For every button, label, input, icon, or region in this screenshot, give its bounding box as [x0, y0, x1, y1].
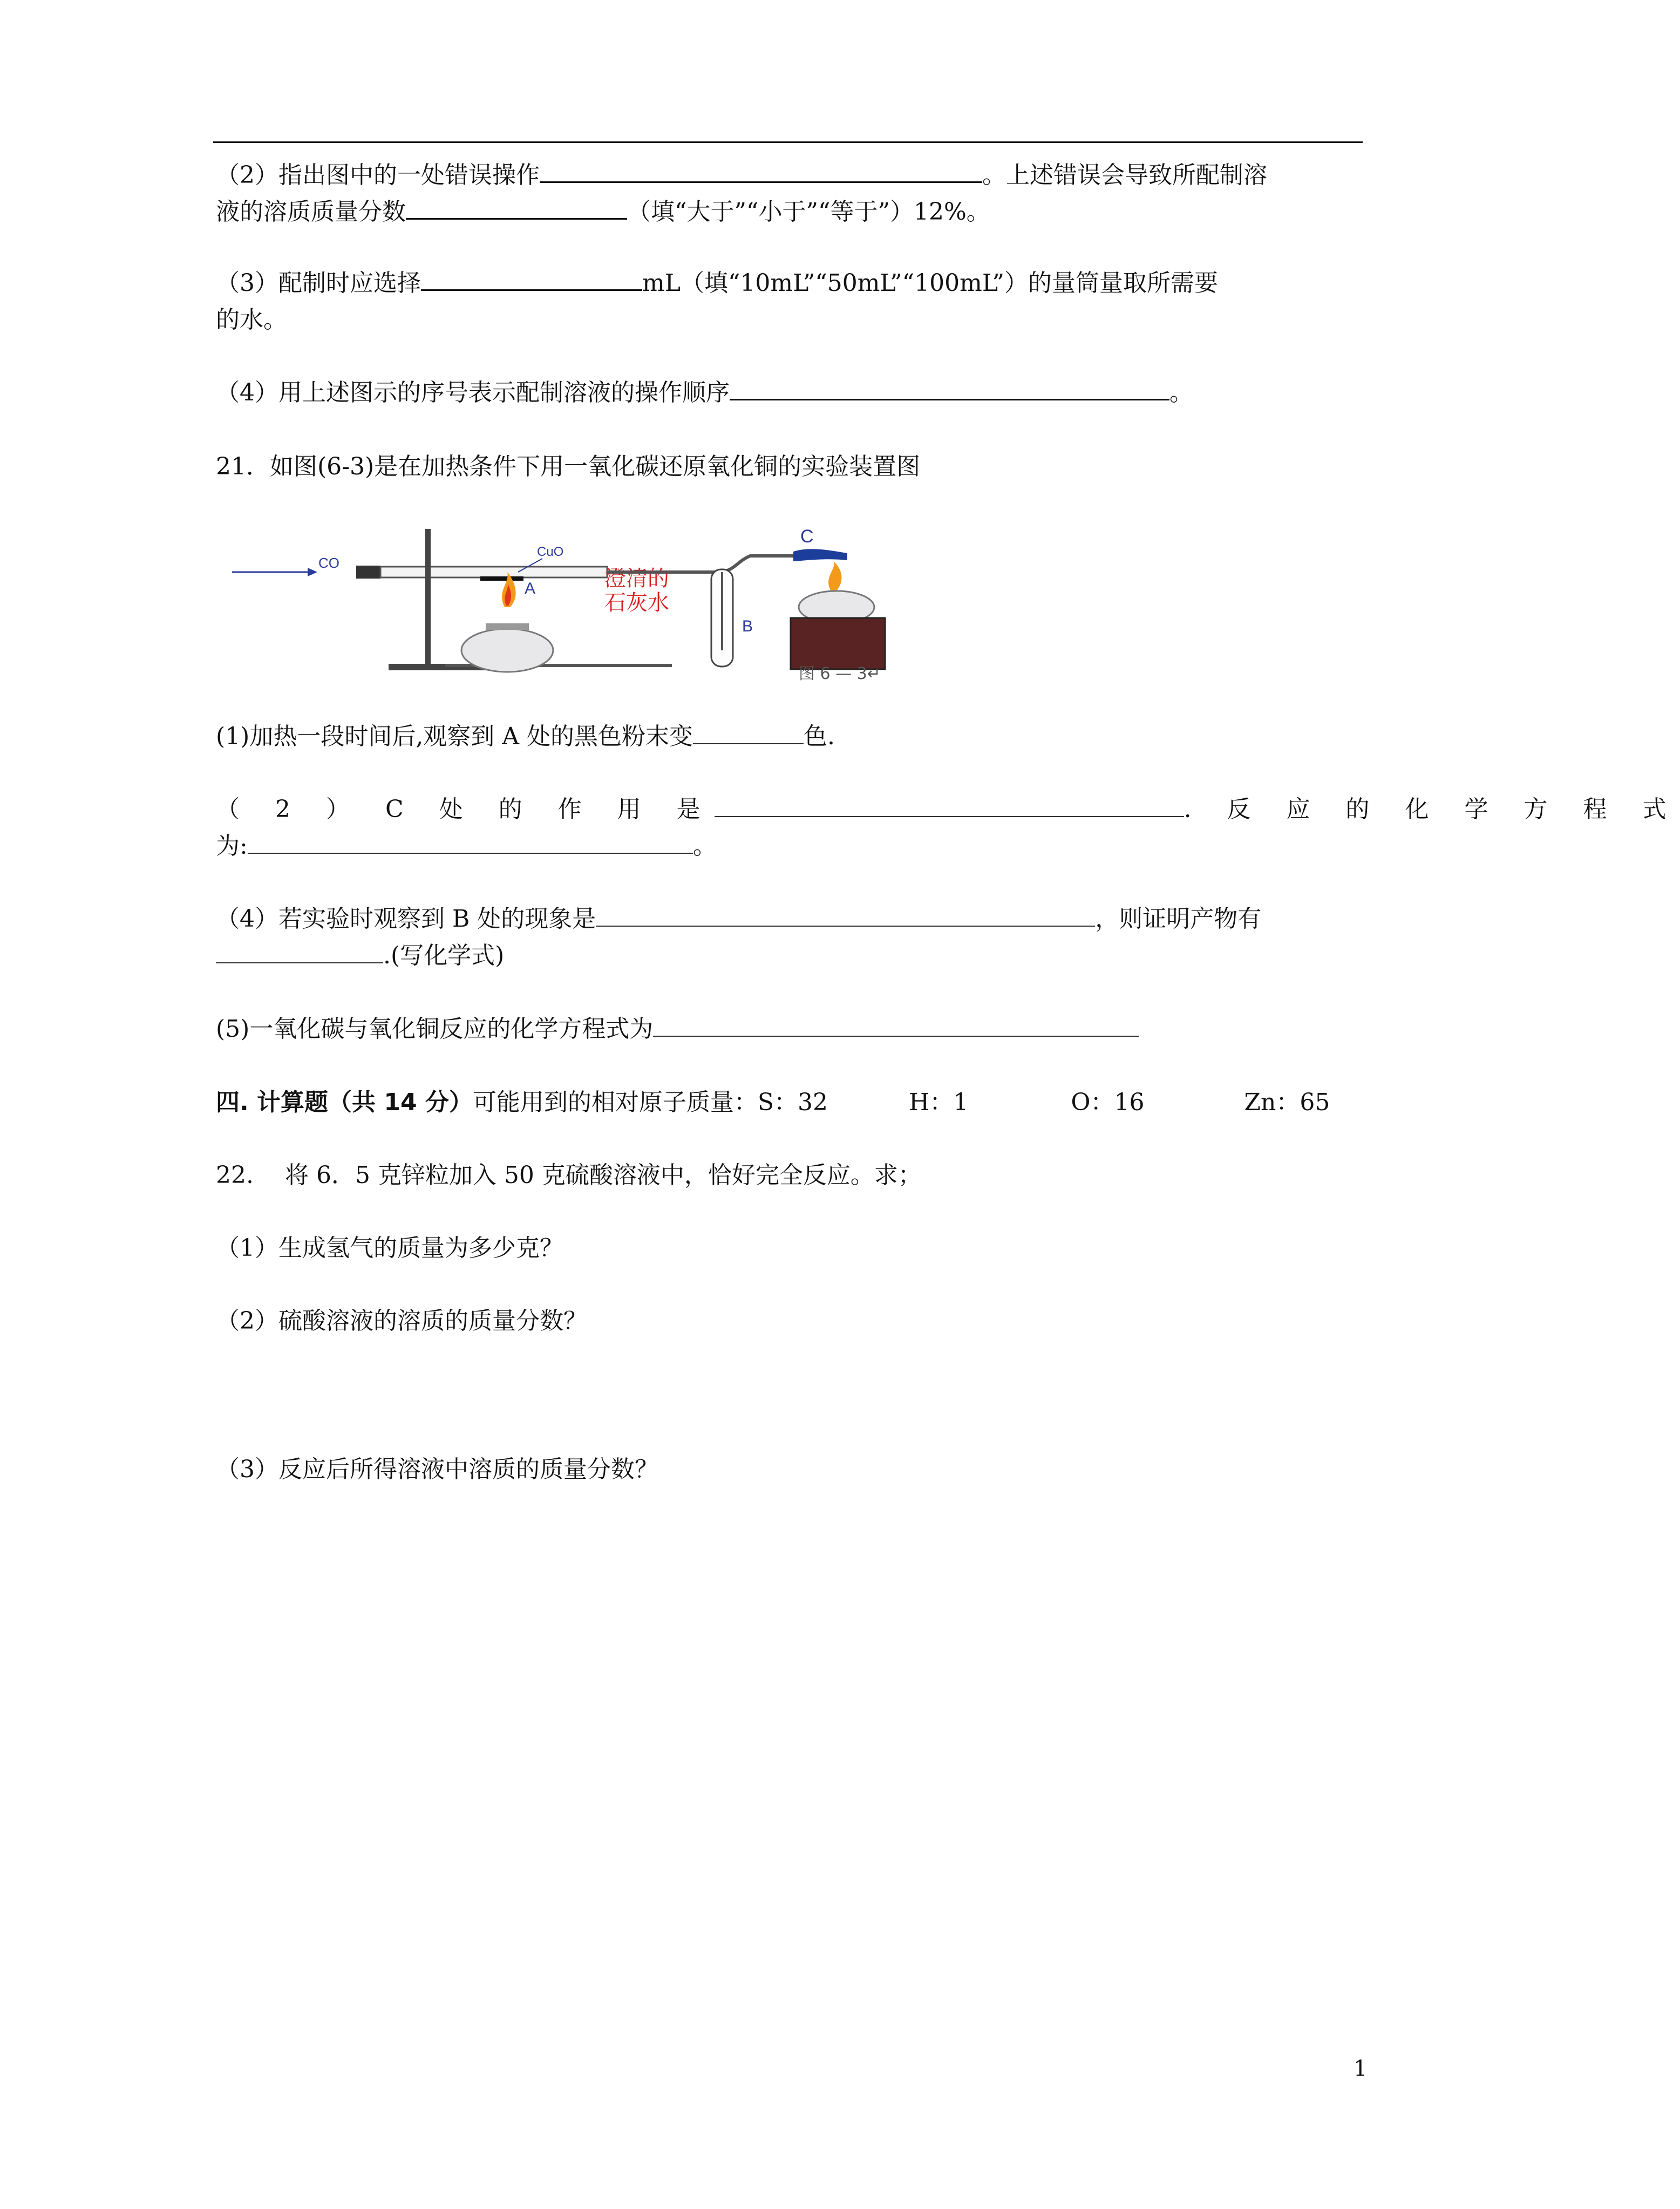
q21-sub2-prompt: （ 2 ） C 处 的 作 用 是 — [216, 796, 715, 823]
alcohol-lamp-a — [461, 629, 553, 672]
atomic-mass-zn: Zn：65 — [1244, 1089, 1330, 1116]
q21-sub2-line2 — [216, 827, 717, 865]
q22-sub1 — [216, 1229, 563, 1267]
q22-sub2 — [216, 1302, 587, 1340]
q22-sub3-text: （3）反应后所得溶液中溶质的质量分数？ — [216, 1456, 658, 1483]
co-label: CO — [318, 555, 339, 571]
answer-blank[interactable] — [421, 268, 642, 291]
answer-blank[interactable] — [216, 941, 383, 963]
q20-part2-prompt: （2）指出图中的一处错误操作 — [216, 161, 540, 189]
q20-part2-text: 。上述错误会导致所配制溶 — [982, 161, 1267, 189]
q20-part2-line1 — [216, 157, 1267, 194]
q21-sub2-text: . 反 应 的 化 学 方 程 式 — [1184, 796, 1680, 823]
q20-part3-line2 — [216, 301, 287, 339]
answer-blank[interactable] — [715, 794, 1184, 817]
section4-header — [216, 1084, 1330, 1122]
section4-heading: 四. 计算题（共 14 分） — [216, 1089, 473, 1116]
q20-part3-text2: 的水。 — [216, 306, 287, 334]
q21-sub1-end: 色. — [804, 723, 835, 750]
limewater-label-2: 石灰水 — [604, 590, 669, 615]
q20-part3-prompt: （3）配制时应选择 — [216, 269, 421, 297]
q20-part3-options: mL（填“10mL”“50mL”“100mL”）的量筒量取所需要 — [642, 269, 1219, 297]
co-reduction-apparatus-figure — [232, 518, 977, 680]
q21-title-text: 21．如图(6-3)是在加热条件下用一氧化碳还原氧化铜的实验装置图 — [216, 453, 921, 480]
atomic-mass-o: O：16 — [1071, 1089, 1145, 1116]
atomic-mass-h: H：1 — [909, 1089, 969, 1116]
q20-part4-prompt: （4）用上述图示的序号表示配制溶液的操作顺序 — [216, 379, 730, 406]
label-b: B — [742, 617, 753, 635]
cuo-powder — [480, 576, 523, 581]
answer-blank[interactable] — [653, 1014, 1139, 1037]
header-rule — [213, 141, 1363, 143]
answer-blank[interactable] — [406, 196, 627, 220]
q20-part3-line1 — [216, 264, 1218, 302]
arrow-head-icon — [308, 568, 317, 576]
q21-sub2-end: 。 — [692, 832, 717, 860]
tail-gas-outlet-c — [793, 549, 847, 561]
rubber-stopper — [356, 566, 380, 579]
answer-blank[interactable] — [693, 722, 804, 744]
q21-sub4-line2 — [216, 937, 504, 975]
q21-sub5-prompt: (5)一氧化碳与氧化铜反应的化学方程式为 — [216, 1015, 654, 1043]
q22-sub2-text: （2）硫酸溶液的溶质的质量分数？ — [216, 1307, 587, 1335]
q21-sub2-text2: 为: — [216, 832, 248, 860]
answer-blank[interactable] — [596, 904, 1095, 927]
label-a: A — [525, 580, 536, 597]
q22-title-text: 22. 将 6．5 克锌粒加入 50 克硫酸溶液中，恰好完全反应。求； — [216, 1161, 922, 1189]
q20-part4-end: 。 — [1169, 379, 1193, 406]
cuo-label: CuO — [537, 545, 564, 559]
answer-blank[interactable] — [730, 377, 1169, 400]
q21-sub1 — [216, 718, 835, 756]
answer-blank[interactable] — [248, 831, 693, 854]
q22-title — [216, 1157, 922, 1194]
q20-part2-text2: 液的溶质质量分数 — [216, 198, 406, 226]
label-c: C — [800, 526, 814, 547]
page-number: 1 — [1353, 2056, 1368, 2081]
iron-stand-rod — [425, 529, 431, 667]
q22-sub3 — [216, 1451, 658, 1488]
lamp-wick-holder — [486, 623, 529, 630]
q20-part2-options: （填“大于”“小于”“等于”）12%。 — [627, 198, 990, 226]
q21-sub4-text: ，则证明产物有 — [1095, 905, 1262, 933]
figure-caption: 图 6 — 3↵ — [799, 664, 881, 683]
q21-sub5 — [216, 1010, 1139, 1048]
q21-sub4-end: .(写化学式) — [383, 942, 505, 969]
q21-sub2-line1 — [216, 791, 1680, 828]
q20-part4-line — [216, 374, 1193, 412]
q22-sub1-text: （1）生成氢气的质量为多少克？ — [216, 1234, 563, 1262]
q21-sub4-line1 — [216, 900, 1261, 938]
q20-part2-line2 — [216, 193, 990, 231]
q21-sub1-prompt: (1)加热一段时间后,观察到 A 处的黑色粉末变 — [216, 723, 693, 750]
hard-glass-tube — [380, 567, 607, 577]
q21-sub4-prompt: （4）若实验时观察到 B 处的现象是 — [216, 905, 596, 933]
limewater-label-1: 澄清的 — [604, 566, 669, 591]
q21-title — [216, 448, 920, 486]
answer-blank[interactable] — [540, 160, 982, 183]
flame-c — [828, 561, 841, 591]
atomic-mass-s: 可能用到的相对原子质量：S：32 — [472, 1089, 828, 1116]
